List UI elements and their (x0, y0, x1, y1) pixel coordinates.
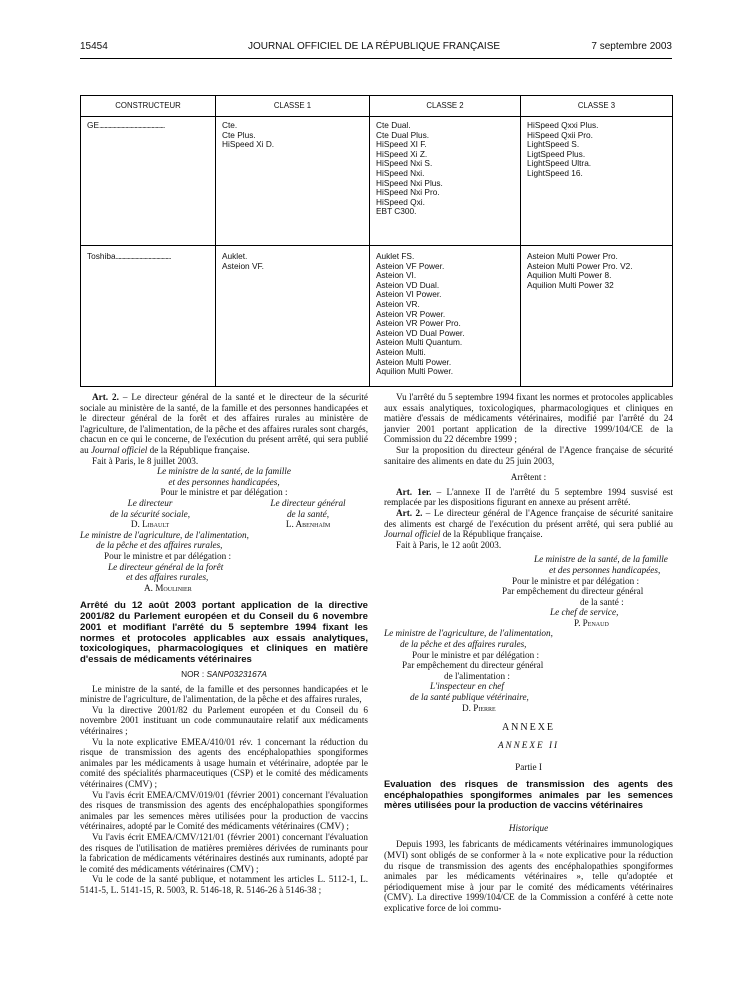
nor-value: SANP0323167A (206, 669, 267, 680)
preamble-paragraph: Vu l'arrêté du 5 septembre 1994 fixant les normes et protocoles applicables aux essais analytiques, toxicologiques, pharmacologiques et cliniques en matière d'essais de médicaments vétérinaires, modifié par l'arrêté du 24 janvier 2001 portant application de la directive 1999/104/CE de la Commission du 22 décembre 1999 ; (384, 392, 673, 445)
leader-dots: .................................................. (99, 120, 165, 130)
signatory-name: D. Pierre (462, 702, 496, 713)
table-header-row (81, 96, 673, 117)
fait-a-paris: Fait à Paris, le 8 juillet 2003. (92, 455, 199, 466)
left-column (80, 392, 368, 896)
constructeur-name: Toshiba (87, 251, 116, 261)
arretent-heading: Arrêtent : (510, 472, 547, 483)
signatory-title: L'inspecteur en chef (430, 681, 504, 692)
delegation-line: Par empêchement du directeur général (402, 660, 544, 671)
cell-classe1: Auklet. Asteion VF. (216, 246, 370, 387)
signatory-title: Le directeur général (270, 497, 346, 508)
delegation-line: Pour le ministre et par délégation : (104, 550, 232, 561)
body-paragraph: Depuis 1993, les fabricants de médicaments vétérinaires immunologiques (MVI) sont obligés de se conformer à la « note explicative pour la réduction du risque de transmission des agents des encéphalopathies spongiformes animales par les médicaments vétérinaires », telle qu'adoptée et périodiquement mise à jour par le comité des médicaments vétérinaires (CMV). La directive 1999/104/CE de la Commission a conféré à cette note explicative force de loi commu- (384, 839, 673, 913)
signatory-title: de la pêche et des affaires rurales, (400, 639, 527, 650)
signatory-title: Le ministre de l'agriculture, de l'alimentation, (384, 628, 553, 639)
article-2-paragraph (80, 392, 368, 456)
article-text: – L'annexe II de l'arrêté du 5 septembre 1994 susvisé est remplacée par les dispositions figurant en annexe au présent arrêté. (384, 486, 673, 508)
article-text: – Le directeur général de l'Agence française de sécurité sanitaire des aliments est chargé de l'exécution du présent arrêté, qui sera publié au (384, 507, 673, 529)
equipment-table (80, 95, 673, 387)
signature-block (80, 498, 220, 530)
delegation-line: Pour le ministre et par délégation : (160, 487, 288, 498)
spacer (384, 811, 673, 817)
preamble-paragraph: Vu la directive 2001/82 du Parlement européen et du Conseil du 6 novembre 2001 instituant un code communautaire relatif aux médicaments vétérinaires ; (80, 704, 368, 737)
cell-constructeur (81, 117, 216, 246)
signatory-title: et des personnes handicapées, (549, 564, 661, 575)
spacer (384, 713, 673, 719)
article-text-end: de la République française. (440, 529, 543, 540)
article-1-paragraph (384, 487, 673, 508)
signatory-title: de la sécurité sociale, (109, 508, 191, 519)
preamble-paragraph: Vu l'avis écrit EMEA/CMV/019/01 (février 2001) concernant l'évaluation des risques de transmission des agents des encéphalopathies spongiformes animales par les semences mères utilisées pour la production de vaccins vétérinaires, adopté par le Comité des médicaments vétérinaires (CMV) ; (80, 789, 368, 832)
constructeur-name: GE (87, 120, 99, 130)
preamble-paragraph: Vu l'avis écrit EMEA/CMV/121/01 (février 2001) concernant l'évaluation des risques de l'utilisation de matières premières dérivées de ruminants pour la fabrication de médicaments vétérinaires destinés aux ruminants, adopté par le comité des médicaments vétérinaires (CMV) ; (80, 831, 368, 874)
page-number: 15454 (80, 41, 108, 52)
col-header-classe2: CLASSE 2 (370, 96, 521, 117)
signatory-title: Le directeur général de la forêt (108, 561, 224, 572)
cell-classe2: Auklet FS. Asteion VF Power. Asteion VI. Asteion VD Dual. Asteion VI Power. Asteion VR. Asteion VR Power. Asteion VR Power Pro. Asteion VD Dual Power. Asteion Multi Quantum. Asteion Multi. Asteion Multi Power. Aquilion Multi Power. (370, 246, 521, 387)
signatory-title: Le directeur (127, 497, 173, 508)
nor-label: NOR : (181, 669, 207, 680)
article-text-end: de la République française. (147, 444, 250, 455)
signatory-title: de la santé publique vétérinaire, (410, 692, 529, 703)
signatory-name: D. Libault (130, 519, 170, 530)
delegation-line: de l'alimentation : (444, 670, 510, 681)
right-column (384, 392, 673, 914)
journal-officiel-ref: Journal officiel (90, 444, 148, 455)
annexe-heading: ANNEXE (501, 722, 556, 734)
signatory-title: de la santé, (286, 508, 330, 519)
cell-classe1: Cte. Cte Plus. HiSpeed Xi D. (216, 117, 370, 246)
preamble-paragraph: Vu le code de la santé publique, et notamment les articles L. 5112-1, L. 5141-5, L. 5141-15, R. 5003, R. 5146-18, R. 5146-26 à 5146-38 ; (80, 874, 368, 895)
signatory-title: et des affaires rurales, (126, 572, 209, 583)
leader-dots: .......................................... (115, 251, 171, 261)
signatory-title: Le ministre de la santé, de la famille (157, 466, 291, 477)
delegation-line: Pour le ministre et par délégation : (412, 649, 540, 660)
table-row (81, 246, 673, 387)
header-rule (80, 58, 672, 59)
article-text: – Le directeur général de la santé et le directeur de la sécurité sociale au ministère de la santé, de la famille et des personnes handicapées et le directeur général de la forêt et des affaires rurales au ministère de l'agriculture, de l'alimentation, de la pêche et des affaires rurales sont chargés, chacun en ce qui le concerne, de l'exécution du présent arrêté, qui sera publié au (80, 392, 368, 455)
table-row (81, 117, 673, 246)
delegation-line: de la santé : (580, 596, 624, 607)
fait-a-paris: Fait à Paris, le 12 août 2003. (396, 539, 502, 550)
spacer (384, 750, 673, 756)
article-label: Art. 2. (92, 392, 119, 402)
cell-classe2: Cte Dual. Cte Dual Plus. HiSpeed XI F. HiSpeed Xi Z. HiSpeed Nxi S. HiSpeed Nxi. HiSpeed Nxi Plus. HiSpeed Nxi Pro. HiSpeed Qxi. EBT C300. (370, 117, 521, 246)
signatory-title: de la pêche et des affaires rurales, (96, 540, 223, 551)
col-header-classe3: CLASSE 3 (521, 96, 673, 117)
signatory-name: P. Penaud (574, 617, 609, 628)
delegation-line: Par empêchement du directeur général (502, 586, 644, 597)
signatory-title: Le chef de service, (550, 607, 619, 618)
signatory-title: Le ministre de l'agriculture, de l'alimentation, (80, 529, 249, 540)
preamble-paragraph: Sur la proposition du directeur général de l'Agence française de sécurité sanitaire des aliments en date du 25 juin 2003, (384, 444, 673, 466)
cell-classe3: Asteion Multi Power Pro. Asteion Multi Power Pro. V2. Aquilion Multi Power 8. Aquilion Multi Power 32 (521, 246, 673, 387)
arrete-title: Arrêté du 12 août 2003 portant application de la directive 2001/82 du Parlement européen et du Conseil du 6 novembre 2001 et modifiant l'arrêté du 5 septembre 1994 fixant les normes et protocoles applicables aux essais analytiques, toxicologiques, pharmacologiques et cliniques en matière d'essais de médicaments vétérinaires (80, 600, 368, 666)
signature-pair (80, 498, 368, 530)
delegation-line: Pour le ministre et par délégation : (512, 575, 640, 586)
journal-title: JOURNAL OFFICIEL DE LA RÉPUBLIQUE FRANÇAISE (247, 41, 501, 52)
signatory-title: et des personnes handicapées, (168, 476, 280, 487)
signatory-name: L. Abenhaïm (285, 519, 331, 530)
cell-constructeur (81, 246, 216, 387)
col-header-classe1: CLASSE 1 (216, 96, 370, 117)
article-2-paragraph (384, 508, 673, 540)
signatory-title: Le ministre de la santé, de la famille (534, 554, 668, 565)
preamble-paragraph: Le ministre de la santé, de la famille et des personnes handicapées et le ministre de l'agriculture, de l'alimentation, de la pêche et des affaires rurales, (80, 683, 368, 705)
journal-officiel-ref: Journal officiel (384, 529, 441, 540)
partie-heading: Partie I (515, 762, 542, 773)
issue-date: 7 septembre 2003 (591, 41, 672, 52)
col-header-constructeur: CONSTRUCTEUR (81, 96, 216, 117)
annexe-ii-heading: ANNEXE II (497, 739, 560, 750)
historique-heading: Historique (508, 822, 549, 833)
preamble-paragraph: Vu la note explicative EMEA/410/01 rév. 1 concernant la réduction du risque de transmission des agents des encéphalopathies spongiformes animales par les médicaments à usage humain et vétérinaire, adoptée par le comité des spécialités pharmaceutiques (CSP) et le comité des médicaments vétérinaires (CMV) ; (80, 736, 368, 789)
nor-reference (80, 669, 368, 680)
article-label: Art. 2. (396, 507, 423, 518)
article-label: Art. 1er. (396, 486, 432, 497)
signatory-name: A. Moulinier (144, 582, 192, 593)
signature-block (248, 498, 368, 530)
section-title: Evaluation des risques de transmission des agents des encéphalopathies spongiformes animales par les semences mères utilisées pour la production de vaccins vétérinaires (384, 778, 673, 811)
cell-classe3: HiSpeed Qxxi Plus. HiSpeed Qxii Pro. LightSpeed S. LigtSpeed Plus. LightSpeed Ultra. LightSpeed 16. (521, 117, 673, 246)
